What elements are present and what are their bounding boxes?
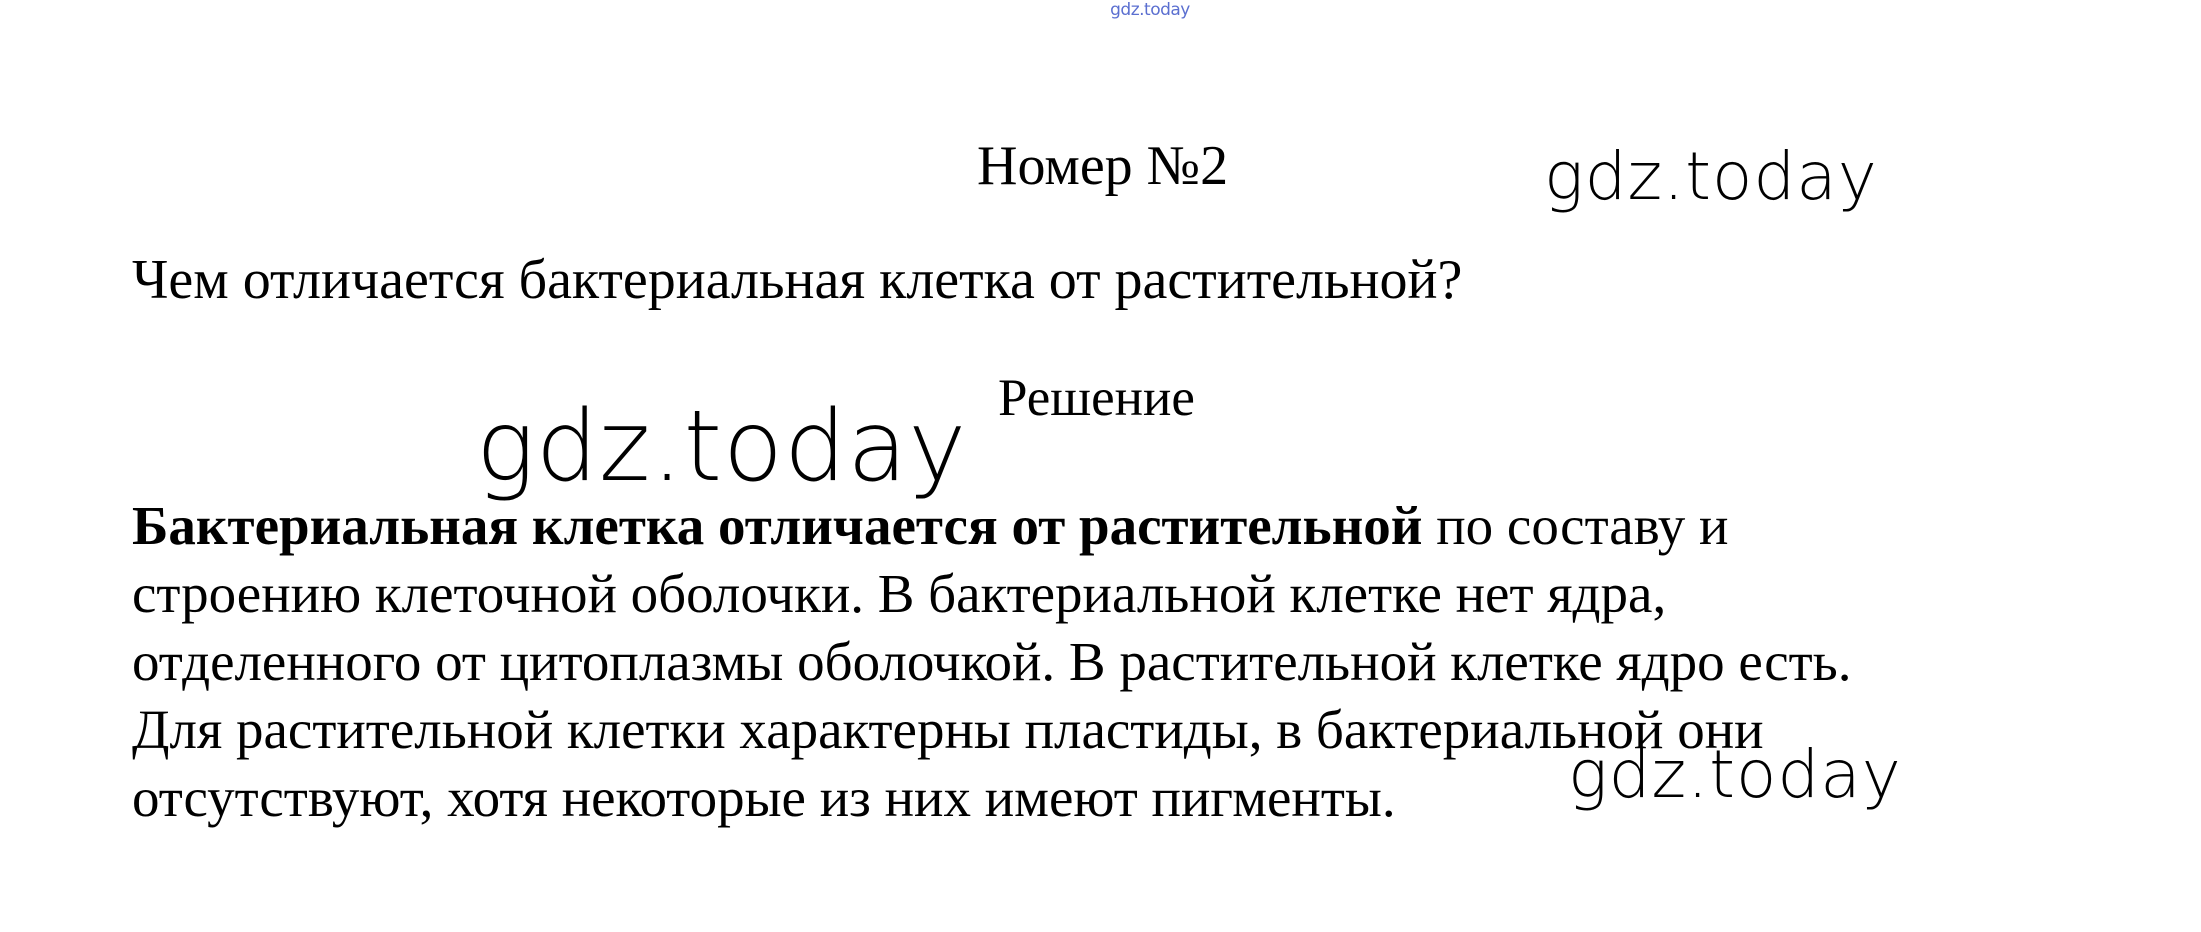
watermark-bottom-right: gdz.today [1568, 736, 1902, 813]
answer-line-2: строению клеточной оболочки. В бактериальной клетке нет ядра, [132, 563, 1667, 624]
watermark-center-left: gdz.today [476, 390, 968, 504]
answer-line-3: отделенного от цитоплазмы оболочкой. В растительной клетке ядро есть. [132, 631, 1852, 692]
question-text: Чем отличается бактериальная клетка от растительной? [132, 249, 1463, 311]
answer-line-1 [132, 492, 2092, 560]
watermark-small: gdz.today [1110, 0, 1190, 20]
answer-line-1-rest: по составу и [1422, 495, 1729, 556]
solution-heading: Решение [998, 369, 1195, 427]
problem-number-title: Номер №2 [977, 135, 1229, 197]
answer-line-4: Для растительной клетки характерны пластиды, в бактериальной они [132, 699, 1764, 760]
answer-line-5: отсутствуют, хотя некоторые из них имеют пигменты. [132, 767, 1396, 828]
watermark-top-right: gdz.today [1544, 138, 1878, 215]
answer-bold-lead: Бактериальная клетка отличается от растительной [132, 495, 1423, 556]
